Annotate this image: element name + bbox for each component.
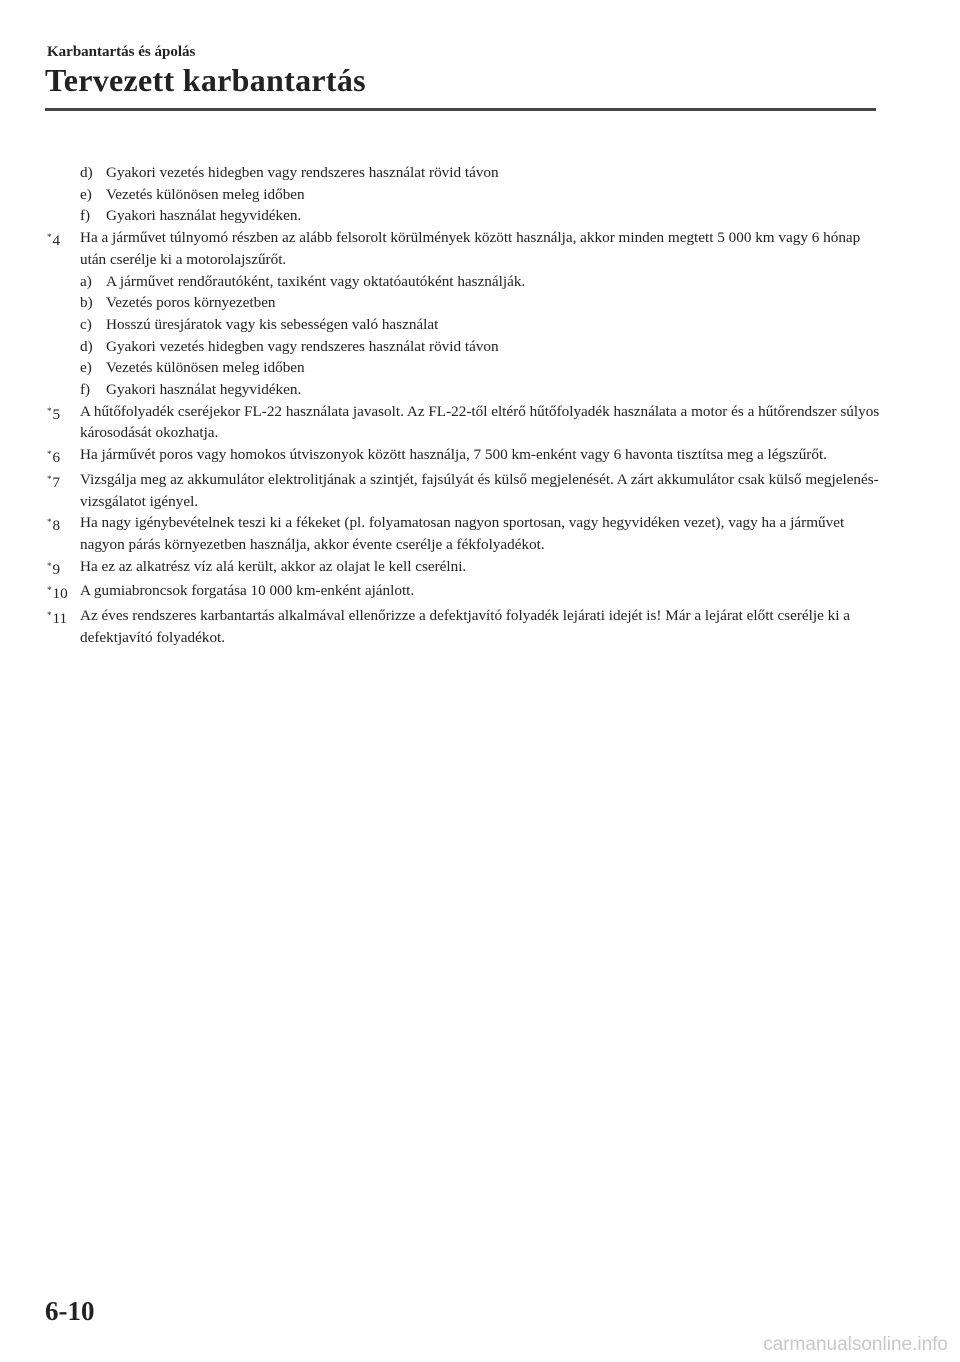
condition-text: Vezetés poros környezetben (106, 294, 276, 312)
footnote-number (47, 444, 80, 469)
section-label: Karbantartás és ápolás (47, 44, 196, 60)
footnote-num: 8 (52, 517, 61, 535)
footnote-num: 11 (52, 610, 68, 628)
page-number: 6-10 (45, 1296, 95, 1326)
footnote-asterisk: * (47, 585, 52, 596)
footnote-item (47, 512, 880, 555)
footnote-text: Ha nagy igénybevételnek teszi ki a fékeket (pl. folyamatosan nagyon sportosan, vagy hegyvidéken vezet), vagy ha a járművet nagyon párás környezetben használja, akkor évente cserélje a fékfolyadékot. (80, 514, 845, 553)
footnote-asterisk: * (47, 232, 52, 243)
condition-item (47, 379, 880, 401)
footnote-number (47, 556, 80, 581)
condition-marker: b) (80, 294, 93, 312)
condition-item (47, 271, 880, 293)
footnote-item (47, 605, 880, 648)
footnote-number (47, 580, 80, 605)
footnote-text: Ha a járművet túlnyomó részben az alább felsorolt körülmények között használja, akkor minden megtett 5 000 km vagy 6 hónap után cserélje ki a motorolajszűrőt. (80, 229, 861, 268)
condition-item (47, 357, 880, 379)
condition-item (47, 336, 880, 358)
footnote-item (47, 227, 880, 270)
footnote-number (47, 469, 80, 512)
footnote-text: Vizsgálja meg az akkumulátor elektrolitjának a szintjét, fajsúlyát és külső megjelenését. A zárt akkumulátor csak külső megjelenés-vizsgálatot igényel. (80, 470, 879, 510)
footnote-number (47, 512, 80, 555)
footnote-number (47, 227, 80, 270)
footnote-text: Az éves rendszeres karbantartás alkalmával ellenőrizze a defektjavító folyadék lejárati idejét is! Már a lejárat előtt cserélje ki a defektjavító folyadékot. (80, 607, 850, 646)
page-title: Tervezett karbantartás (45, 62, 366, 98)
condition-text: Vezetés különösen meleg időben (106, 185, 305, 203)
condition-marker: d) (80, 337, 93, 355)
footnote-asterisk: * (47, 405, 52, 416)
footnote-number (47, 401, 80, 444)
condition-marker: f) (80, 381, 91, 399)
footnote-item (47, 401, 880, 444)
footnote-text: A gumiabroncsok forgatása 10 000 km-enként ajánlott. (80, 582, 415, 600)
condition-text: Gyakori használat hegyvidéken. (106, 207, 302, 225)
condition-text: A járművet rendőrautóként, taxiként vagy oktatóautóként használják. (106, 272, 526, 290)
footnote-asterisk: * (47, 517, 52, 528)
watermark[interactable]: carmanualsonline.info (763, 1334, 948, 1355)
condition-marker: e) (80, 185, 92, 203)
footnote-num: 6 (52, 449, 61, 467)
footnote-num: 7 (52, 473, 61, 491)
title-divider (45, 108, 876, 111)
condition-marker: c) (80, 315, 92, 333)
footnote-asterisk: * (47, 560, 52, 571)
footnote-asterisk: * (47, 449, 52, 460)
condition-text: Gyakori vezetés hidegben vagy rendszeres használat rövid távon (106, 337, 499, 355)
condition-text: Vezetés különösen meleg időben (106, 359, 305, 377)
footnote-num: 5 (52, 405, 61, 423)
condition-item (47, 162, 880, 184)
condition-text: Gyakori vezetés hidegben vagy rendszeres használat rövid távon (106, 164, 499, 181)
condition-marker: a) (80, 272, 92, 290)
footnote-num: 4 (52, 232, 61, 250)
footnote-text: Ha ez az alkatrész víz alá került, akkor az olajat le kell cserélni. (80, 557, 467, 575)
condition-text: Gyakori használat hegyvidéken. (106, 381, 302, 399)
footnote-asterisk: * (47, 473, 52, 484)
condition-item (47, 314, 880, 336)
footnote-number (47, 605, 80, 648)
condition-item (47, 184, 880, 206)
condition-marker: f) (80, 207, 91, 225)
footnote-num: 9 (52, 560, 61, 578)
footnote-text: Ha járművét poros vagy homokos útviszonyok között használja, 7 500 km-enként vagy 6 havonta tisztítsa meg a légszűrőt. (80, 446, 827, 464)
condition-marker: e) (80, 359, 92, 377)
footnote-asterisk: * (47, 610, 52, 621)
maintenance-notes (47, 162, 880, 648)
footnote-item (47, 469, 880, 512)
footnote-item (47, 556, 880, 581)
footnote-item (47, 580, 880, 605)
condition-marker: d) (80, 164, 93, 181)
footnote-item (47, 444, 880, 469)
condition-text: Hosszú üresjáratok vagy kis sebességen való használat (106, 315, 439, 333)
condition-item (47, 205, 880, 227)
condition-item (47, 292, 880, 314)
footnote-num: 10 (52, 585, 68, 603)
footnote-text: A hűtőfolyadék cseréjekor FL-22 használata javasolt. Az FL-22-től eltérő hűtőfolyadék használata a motor és a hűtőrendszer súlyos károsodását okozhatja. (80, 402, 880, 442)
